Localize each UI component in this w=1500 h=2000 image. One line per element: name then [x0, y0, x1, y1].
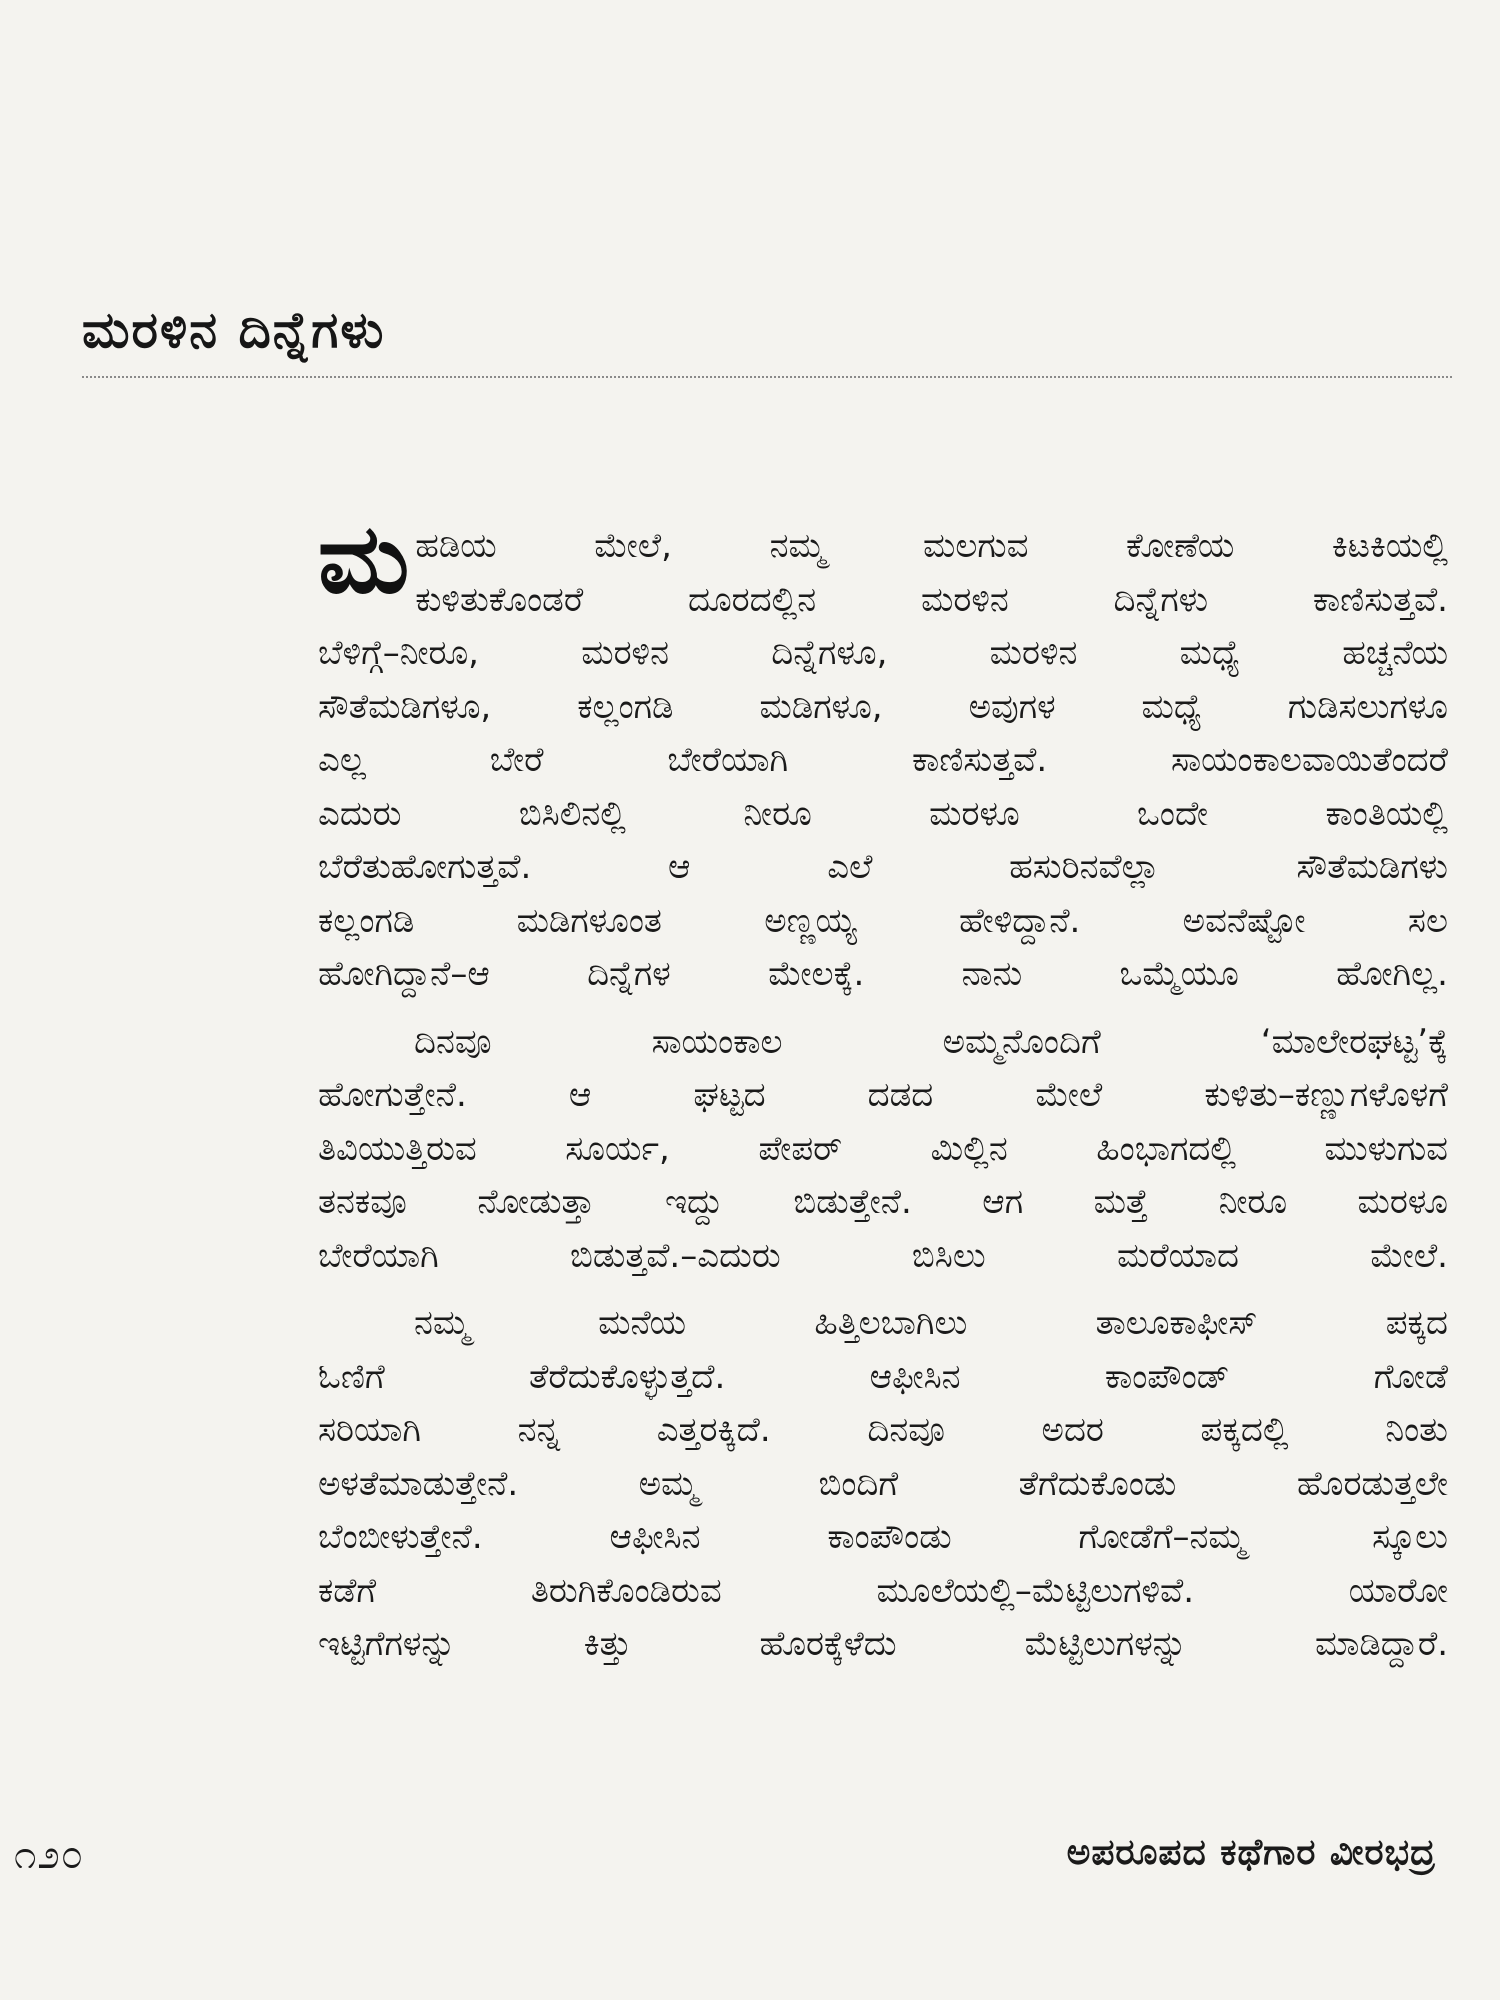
text-line: ಬೇರೆಯಾಗಿ ಬಿಡುತ್ತವೆ.–ಎದುರು ಬಿಸಿಲು ಮರೆಯಾದ ಮೇಲೆ. [318, 1235, 1448, 1276]
text-line: ಬೆಳಿಗ್ಗೆ–ನೀರೂ, ಮರಳಿನ ದಿನ್ನೆಗಳೂ, ಮರಳಿನ ಮಧ್ಯೆ ಹಚ್ಚನೆಯ [318, 633, 1448, 673]
paragraph-2 [318, 1016, 1448, 1284]
text-line: ಕಲ್ಲಂಗಡಿ ಮಡಿಗಳೂಂತ ಅಣ್ಣಯ್ಯ ಹೇಳಿದ್ದಾನೆ. ಅವನೆಷ್ಟೋ ಸಲ [318, 900, 1448, 941]
story-body [318, 503, 1448, 1686]
text-line: ಇಟ್ಟಿಗೆಗಳನ್ನು ಕಿತ್ತು ಹೊರಕ್ಕೆಳೆದು ಮೆಟ್ಟಿಲುಗಳನ್ನು ಮಾಡಿದ್ದಾರೆ. [318, 1624, 1448, 1664]
running-book-title: ಅಪರೂಪದ ಕಥೆಗಾರ ವೀರಭದ್ರ [1066, 1832, 1436, 1873]
page-number: ೧೨೦ [14, 1832, 85, 1878]
text-line: ಬೆಂಬೀಳುತ್ತೇನೆ. ಆಫೀಸಿನ ಕಾಂಪೌಂಡು ಗೋಡೆಗೆ–ನಮ್ಮ ಸ್ಕೂಲು [318, 1517, 1448, 1557]
text-line: ಓಣಿಗೆ ತೆರೆದುಕೊಳ್ಳುತ್ತದೆ. ಆಫೀಸಿನ ಕಾಂಪೌಂಡ್ ಗೋಡೆ [318, 1356, 1448, 1397]
text-line: ಅಳತೆಮಾಡುತ್ತೇನೆ. ಅಮ್ಮ ಬಿಂದಿಗೆ ತೆಗೆದುಕೊಂಡು ಹೊರಡುತ್ತಲೇ [318, 1463, 1448, 1504]
text-line: ಹೋಗಿದ್ದಾನೆ–ಆ ದಿನ್ನೆಗಳ ಮೇಲಕ್ಕೆ. ನಾನು ಒಮ್ಮೆಯೂ ಹೋಗಿಲ್ಲ. [318, 954, 1448, 994]
paragraph-1 [318, 503, 1448, 1002]
text-line: ತಿವಿಯುತ್ತಿರುವ ಸೂರ್ಯ, ಪೇಪರ್ ಮಿಲ್ಲಿನ ಹಿಂಭಾಗದಲ್ಲಿ ಮುಳುಗುವ [318, 1128, 1448, 1169]
text-line: ನಮ್ಮ ಮನೆಯ ಹಿತ್ತಿಲಬಾಗಿಲು ತಾಲೂಕಾಫೀಸ್ ಪಕ್ಕದ [414, 1303, 1448, 1343]
paragraph-3 [318, 1297, 1448, 1672]
text-line: ಕುಳಿತುಕೊಂಡರೆ ದೂರದಲ್ಲಿನ ಮರಳಿನ ದಿನ್ನೆಗಳು ಕಾಣಿಸುತ್ತವೆ. [415, 579, 1448, 620]
text-line: ಸೌತೆಮಡಿಗಳೂ, ಕಲ್ಲಂಗಡಿ ಮಡಿಗಳೂ, ಅವುಗಳ ಮಧ್ಯೆ ಗುಡಿಸಲುಗಳೂ [318, 686, 1448, 727]
text-line: ತನಕವೂ ನೋಡುತ್ತಾ ಇದ್ದು ಬಿಡುತ್ತೇನೆ. ಆಗ ಮತ್ತೆ ನೀರೂ ಮರಳೂ [318, 1182, 1448, 1222]
page-footer [0, 1832, 1500, 1902]
text-line: ಕಡೆಗೆ ತಿರುಗಿಕೊಂಡಿರುವ ಮೂಲೆಯಲ್ಲಿ–ಮೆಟ್ಟಿಲುಗಳಿವೆ. ಯಾರೋ [318, 1570, 1448, 1611]
text-line: ದಿನವೂ ಸಾಯಂಕಾಲ ಅಮ್ಮನೊಂದಿಗೆ ‘ಮಾಲೇರಘಟ್ಟ’ಕ್ಕೆ [414, 1021, 1448, 1062]
text-line: ಎಲ್ಲ ಬೇರೆ ಬೇರೆಯಾಗಿ ಕಾಣಿಸುತ್ತವೆ. ಸಾಯಂಕಾಲವಾಯಿತೆಂದರೆ [318, 740, 1448, 780]
text-line: ಎದುರು ಬಿಸಿಲಿನಲ್ಲಿ ನೀರೂ ಮರಳೂ ಒಂದೇ ಕಾಂತಿಯಲ್ಲಿ [318, 793, 1448, 834]
text-line: ಹೋಗುತ್ತೇನೆ. ಆ ಘಟ್ಟದ ದಡದ ಮೇಲೆ ಕುಳಿತು–ಕಣ್ಣುಗಳೊಳಗೆ [318, 1075, 1448, 1115]
drop-cap: ಮ [318, 503, 410, 615]
text-line: ಹಡಿಯ ಮೇಲೆ, ನಮ್ಮ ಮಲಗುವ ಕೋಣೆಯ ಕಿಟಕಿಯಲ್ಲಿ [415, 526, 1448, 566]
chapter-title: ಮರಳಿನ ದಿನ್ನೆಗಳು [82, 301, 386, 359]
text-line: ಬೆರೆತುಹೋಗುತ್ತವೆ. ಆ ಎಲೆ ಹಸುರಿನವೆಲ್ಲಾ ಸೌತೆಮಡಿಗಳು [318, 847, 1448, 887]
title-divider [82, 376, 1452, 378]
text-line: ಸರಿಯಾಗಿ ನನ್ನ ಎತ್ತರಕ್ಕಿದೆ. ದಿನವೂ ಅದರ ಪಕ್ಕದಲ್ಲಿ ನಿಂತು [318, 1410, 1448, 1450]
